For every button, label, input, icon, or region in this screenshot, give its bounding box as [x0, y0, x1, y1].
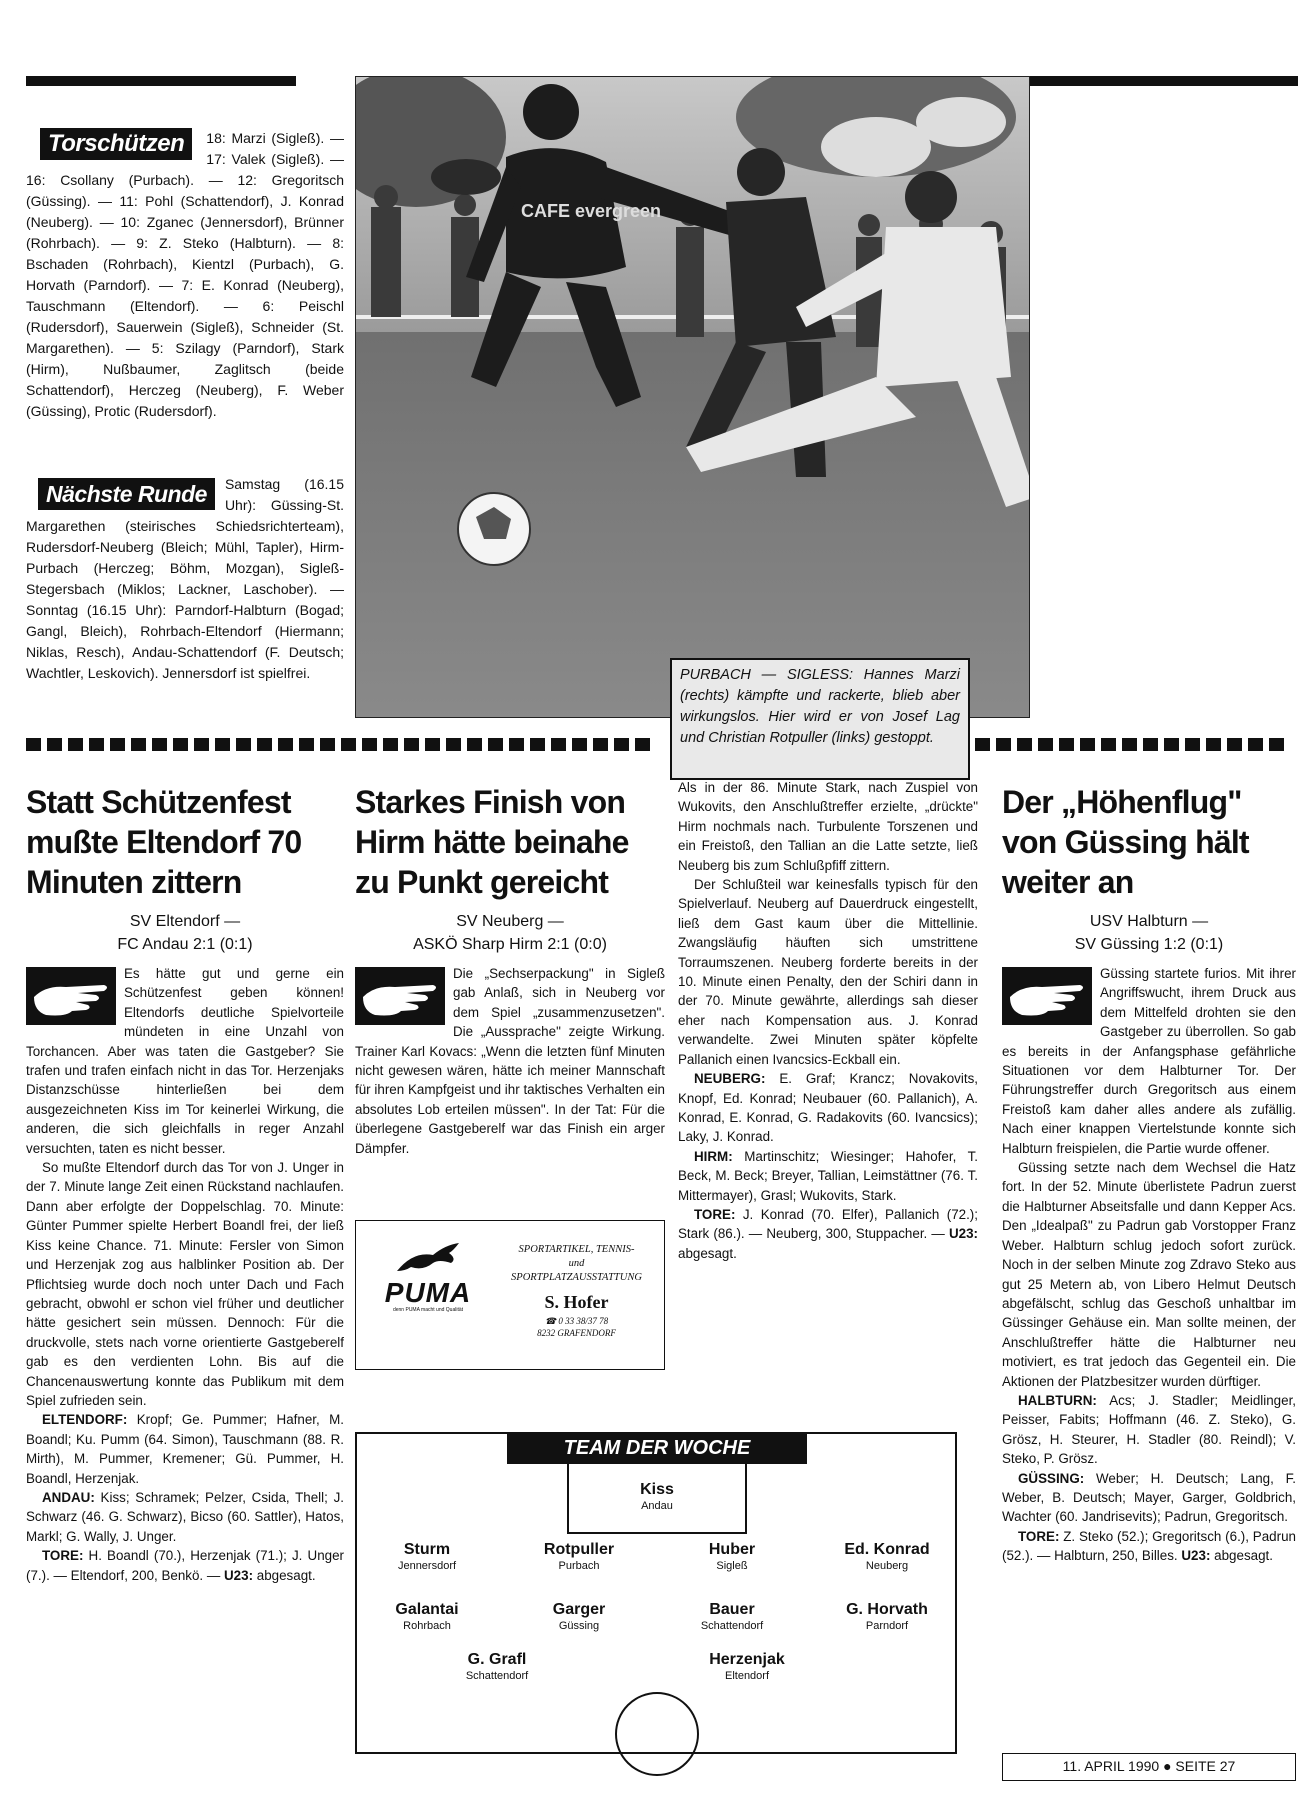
- neuberg-goals-label: TORE:: [694, 1206, 736, 1222]
- eltendorf-lineup-label: ELTENDORF:: [42, 1412, 128, 1428]
- guessing-lineup: Weber; H. Deutsch; Lang, F. Weber, B. Deutsch; Mayer, Garger, Goldbrich, Wachter (60. Jandrisevits); Padrun, Gregoritsch.: [1002, 1470, 1296, 1525]
- guessing-lineup-label: GÜSSING:: [1018, 1470, 1085, 1486]
- halbturn-lineup-label: HALBTURN:: [1018, 1392, 1097, 1408]
- guessing-para2: Güssing setzte nach dem Wechsel die Hatz fort. In der 52. Minute überlistete Padrun zuerst die Halbturner Abseitsfalle und dann Kepper Acs. Den „Idealpaß" zu Padrun gab Vorstopper Franz Weber. Halbturn schlug jedoch sofort zurück. Noch in der selben Minute zog Zdravo Steko aus gut 25 Metern ab, von Libero Helmut Deutsch abgefälscht, schlug das Geschoß unhaltbar im Güssinger Gehäuse ein. Man sollte meinen, der Anschlußtreffer hätte die Halbturner neu motiviert, es trat jedoch das Gegenteil ein. Die Aktionen der Platzbesitzer wurden dürftiger.: [1002, 1160, 1296, 1389]
- eltendorf-goals-label: TORE:: [42, 1548, 84, 1564]
- eltendorf-u23: abgesagt.: [256, 1567, 316, 1583]
- center-circle: [615, 1692, 699, 1776]
- player-club: Jennersdorf: [397, 1560, 457, 1572]
- puma-advertisement: [355, 1220, 665, 1370]
- eltendorf-para1: Es hätte gut und gerne ein Schützenfest geben können! Eltendorfs deutliche Spielvorteile mündeten in eine Unzahl von Torchancen. Aber was taten die Gastgeber? Sie trafen und trafen einfach nicht in das Tor. Herzenjaks Distanzschüsse hinterließen bei dem ausgezeichneten Kiss im Tor keinerlei Wirkung, die anderen, die sich gleichfalls in reger Anzahl versuchten, taten es nicht besser.: [26, 966, 344, 1156]
- neuberg-para1: Die „Sechserpackung" in Sigleß gab Anlaß, sich in Neuberg vor dem Spiel „zusammenzusetzen". Die „Aussprache" zeigte Wirkung. Trainer Karl Kovacs: „Wenn die letzten fünf Minuten nicht gewesen wären, hätte ich meiner Mannschaft für ihren Kampfgeist und ihr taktisches Verhalten ein absolutes Lob erteilen müssen". In der Tat: Für die überlegene Gastgeberelf war das Finish ein arger Dämpfer.: [355, 966, 665, 1156]
- top-rule-right: [1030, 76, 1298, 86]
- guessing-u23: abgesagt.: [1214, 1548, 1273, 1564]
- ad-name: S. Hofer: [544, 1292, 609, 1312]
- player-club: Purbach: [558, 1560, 600, 1572]
- player-name: Herzenjak: [709, 1651, 785, 1668]
- match-guessing-line1: USV Halbturn —: [1089, 913, 1209, 930]
- neuberg-u23-label: U23:: [948, 1226, 978, 1242]
- andau-lineup: Kiss; Schramek; Pelzer, Csida, Thell; J. Schwarz (46. G. Schwarz), Bicso (60. Sattler), Hatos, Markl; G. Wally, J. Unger.: [26, 1489, 344, 1544]
- halbturn-lineup: Acs; J. Stadler; Meidlinger, Peisser, Fabits; Hoffmann (46. Z. Steko), G. Grösz, H. Steurer, H. Stadler (80. Reindl); V. Steko, P. Grösz.: [1002, 1392, 1297, 1467]
- top-rule-left: [26, 76, 296, 86]
- divider-stripe-left: [26, 738, 666, 751]
- neuberg-goals: J. Konrad (70. Elfer), Pallanich (72.); Stark (86.). — Neuberg, 300, Stuppacher. —: [678, 1206, 978, 1242]
- scorers-box: [26, 128, 344, 422]
- player-name: Bauer: [709, 1601, 755, 1618]
- headline-neuberg: Starkes Finish von Hirm hätte beinahe zu Punkt gereicht: [355, 784, 629, 900]
- match-neuberg-line2: ASKÖ Sharp Hirm 2:1 (0:0): [413, 936, 607, 953]
- photo-caption: PURBACH — SIGLESS: Hannes Marzi (rechts) kämpfte und rackerte, blieb aber wirkungslos. Hier wird er von Josef Lag und Christian Rotpuller (links) gestoppt.: [670, 658, 970, 780]
- match-guessing-line2: SV Güssing 1:2 (0:1): [1074, 936, 1224, 953]
- guessing-goals-label: TORE:: [1018, 1528, 1060, 1544]
- player-club: Rohrbach: [403, 1620, 451, 1632]
- eltendorf-para2: So mußte Eltendorf durch das Tor von J. Unger in der 7. Minute lange Zeit einen Rückstand nachlaufen. Dann aber erfolgte der Doppelschlag. 70. Minute: Günter Pummer spielte Herbert Boandl frei, der ließ Kiss keine Chance. 71. Minute: Fersler von Simon und Herzenjak zog aus halblinker Position ab. Der Pflichtsieg wurde doch noch unter Dach und Fach gebracht, obwohl er schon viel früher und deutlicher hätte gesichert sein müssen. Dennoch: Für die druckvolle, stets nach vorne orientierte Gastgeberelf gab es den verdienten Lohn. Bis auf die Chancenauswertung konnte das Publikum mit dem Spiel zufrieden sein.: [26, 1160, 344, 1408]
- scorers-label: Torschützen: [40, 128, 192, 160]
- article-eltendorf: [26, 782, 344, 1585]
- jersey-text: CAFE evergreen: [521, 201, 662, 221]
- neuberg-para2: Als in der 86. Minute Stark, nach Zuspiel von Wukovits, den Anschlußtreffer erzielte, „drückte" Hirm nochmals nach. Turbulente Torszenen und ein Freistoß, den Tallian an die Latte setzte, ließ Neuberg bis zum Schlußpfiff zittern.: [678, 780, 978, 873]
- next-round-box: [26, 474, 344, 684]
- pointing-hand-icon: [26, 967, 116, 1025]
- player-name: Rotpuller: [543, 1541, 615, 1558]
- ad-town: 8232 GRAFENDORF: [537, 1328, 616, 1338]
- pointing-hand-icon: [355, 967, 445, 1025]
- guessing-para1: Güssing startete furios. Mit ihrer Angriffswucht, ihrem Druck aus dem Mittelfeld drohten sie den Gastgeber zu überrollen. So gab es bereits in der Anfangsphase gefährliche Situationen vor dem Halbturner Tor. Der Führungstreffer durch Gregoritsch aus einem Freistoß kam daher alles andere als zufällig. Nach einer knappen Viertelstunde konnte sich Halbturn freispielen, die Partie wurde offener.: [1002, 966, 1296, 1156]
- player-club: Neuberg: [865, 1560, 909, 1572]
- hirm-lineup-label: HIRM:: [694, 1148, 733, 1164]
- ad-phone: ☎ 0 33 38/37 78: [544, 1316, 609, 1326]
- page-footer: 11. APRIL 1990 ● SEITE 27: [1002, 1753, 1296, 1781]
- next-round-label: Nächste Runde: [38, 478, 215, 510]
- guessing-goals: Z. Steko (52.); Gregoritsch (6.), Padrun (52.). — Halbturn, 250, Billes.: [1002, 1528, 1296, 1564]
- eltendorf-goals: H. Boandl (70.), Herzenjak (71.); J. Unger (7.). — Eltendorf, 200, Benkö. —: [26, 1548, 344, 1583]
- ad-line3: SPORTPLATZAUSSTATTUNG: [511, 1272, 642, 1283]
- player-club: Eltendorf: [724, 1670, 770, 1682]
- match-photo-illustration: [356, 77, 1030, 718]
- article-guessing: [1002, 782, 1296, 1566]
- player-name: G. Grafl: [467, 1651, 527, 1668]
- team-of-the-week: [355, 1432, 957, 1754]
- guessing-u23-label: U23:: [1181, 1548, 1211, 1564]
- headline-eltendorf: Statt Schützenfest mußte Eltendorf 70 Minuten zittern: [26, 784, 302, 900]
- player-club: Sigleß: [716, 1560, 748, 1572]
- eltendorf-lineup: Kropf; Ge. Pummer; Hafner, M. Boandl; Ku. Pumm (64. Simon), Tauschmann (88. R. Mirth), M. Pummer, Kremener; Gü. Pummer, H. Boandl, Herzenjak.: [26, 1412, 344, 1486]
- player-name: Garger: [552, 1601, 606, 1618]
- neuberg-u23: abgesagt.: [678, 1245, 737, 1261]
- article-neuberg: [355, 782, 665, 1158]
- match-neuberg-line1: SV Neuberg —: [456, 913, 564, 930]
- divider-stripe-right: [975, 738, 1298, 751]
- player-club: Andau: [641, 1500, 673, 1512]
- scorers-text: 18: Marzi (Sigleß). — 17: Valek (Sigleß). — 16: Csollany (Purbach). — 12: Gregoritsch (Güssing). — 11: Pohl (Schattendorf), J. Konrad (Neuberg). — 10: Zganec (Jennersdorf), Brünner (Rohrbach). — 9: Z. Steko (Halbturn). — 8: Bschaden (Rohrbach), Kientzl (Purbach), G. Horvath (Parndorf). — 7: E. Konrad (Neuberg), Tauschmann (Eltendorf). — 6: Peischl (Rudersdorf), Sauerwein (Sigleß), Schneider (St. Margarethen). — 5: Szilagy (Parndorf), Stark (Hirm), Nußbaumer, Zaglitsch (beide Schattendorf), Herczeg (Neuberg), F. Weber (Güssing), Protic (Rudersdorf).: [26, 130, 344, 419]
- player-name: Ed. Konrad: [844, 1541, 930, 1558]
- match-eltendorf-line1: SV Eltendorf —: [129, 913, 241, 930]
- neuberg-para3: Der Schlußteil war keinesfalls typisch für den Spielverlauf. Neuberg auf Dauerdruck eingestellt, ließ dem Gast kaum über die Mittellinie. Zwangsläufig häuften sich umstrittene Torraumszenen. Neuberg forderte bereits in der 10. Minute einen Penalty, den der Schiri dann in der 70. Minute gewährte, allerdings sah dieser eher nach Kompensation aus. J. Konrad verwandelte. Zwei Minuten später köpfelte Pallanich einen Ivancsics-Eckball ein.: [678, 877, 978, 1067]
- eltendorf-u23-label: U23:: [224, 1567, 254, 1583]
- pointing-hand-icon: [1002, 967, 1092, 1025]
- player-club: Schattendorf: [700, 1620, 764, 1632]
- player-club: Parndorf: [865, 1620, 909, 1632]
- player-club: Güssing: [558, 1620, 600, 1632]
- neuberg-lineup-label: NEUBERG:: [694, 1071, 766, 1087]
- team-title: TEAM DER WOCHE: [507, 1432, 807, 1464]
- puma-logo-icon: [393, 1241, 463, 1275]
- match-photo: [355, 76, 1030, 718]
- andau-lineup-label: ANDAU:: [42, 1489, 95, 1505]
- hirm-lineup: Martinschitz; Wiesinger; Hahofer, T. Beck, M. Beck; Breyer, Tallian, Leimstättner (76. T. Mittermayer), Grasl; Wukovits, Stark.: [678, 1148, 978, 1203]
- player-name: Sturm: [403, 1541, 451, 1558]
- article-neuberg-continued: [678, 778, 978, 1263]
- neuberg-lineup: E. Graf; Krancz; Novakovits, Knopf, Ed. Konrad; Neubauer (60. Pallanich), A. Konrad, E. Konrad, G. Radakovits (60. Ivancsics); Laky, J. Konrad.: [678, 1071, 978, 1145]
- ad-line1: SPORTARTIKEL, TENNIS-: [518, 1244, 635, 1255]
- ad-brand-sub: denn PUMA macht und Qualität: [392, 1307, 464, 1313]
- ad-line2: und: [568, 1258, 585, 1269]
- next-round-text: Samstag (16.15 Uhr): Güssing-St. Margarethen (steirisches Schiedsrichterteam), Rudersdorf-Neuberg (Bleich; Mühl, Tapler), Hirm-Purbach (Herczeg; Böhm, Mozgan), Sigleß-Stegersbach (Miklos; Lackner, Laschober). — Sonntag (16.15 Uhr): Parndorf-Halbturn (Bogad; Gangl, Bleich), Rohrbach-Eltendorf (Hiermann; Niklas, Resch), Andau-Schattendorf (F. Deutsch; Wachtler, Leskovich). Jennersdorf ist spielfrei.: [26, 476, 344, 681]
- player-name: Galantai: [395, 1601, 459, 1618]
- player-name: Huber: [708, 1541, 756, 1558]
- headline-guessing: Der „Höhenflug" von Güssing hält weiter an: [1002, 784, 1249, 900]
- ad-brand: PUMA: [384, 1277, 472, 1308]
- player-club: Schattendorf: [465, 1670, 529, 1682]
- player-name: G. Horvath: [846, 1601, 928, 1618]
- match-eltendorf-line2: FC Andau 2:1 (0:1): [117, 936, 253, 953]
- player-name: Kiss: [640, 1481, 674, 1498]
